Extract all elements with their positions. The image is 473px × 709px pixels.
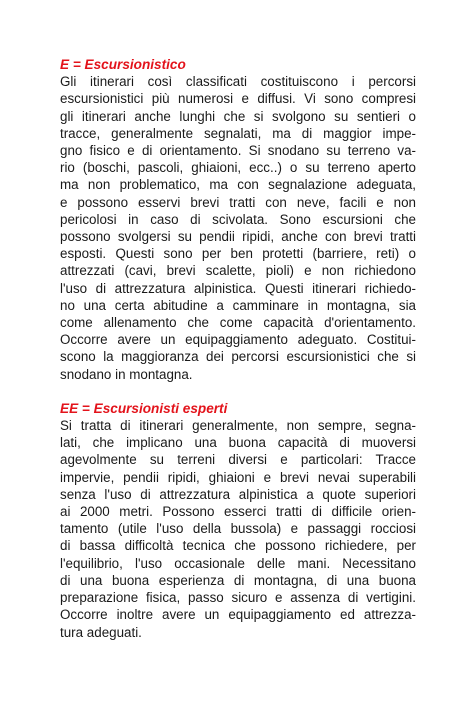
text-line: snodano in montagna. [60,366,193,382]
text-line: no una certa abitudine a camminare in montagna, sia [60,297,416,313]
document-page [60,56,416,641]
text-line: Occorre avere un equipaggiamento adeguato. Costitui- [60,332,416,348]
section-escursionisti-esperti [60,400,416,641]
text-line: lati, che implicano una buona capacità di muoversi [60,435,416,451]
text-line: agevolmente su terreni diversi e particolari: Tracce [60,452,416,468]
text-line: e possono esservi brevi tratti con neve, facili e non [60,194,416,210]
text-line: escursionistici più numerosi e diffusi. Vi sono compresi [60,91,416,107]
text-line: ma non problematico, ma con segnalazione adeguata, [60,177,416,193]
text-line: preparazione fisica, passo sicuro e assenza di vertigini. [60,590,416,606]
section-text-ee [60,417,416,641]
section-title-ee: EE = Escursionisti esperti [60,400,228,416]
text-line: Si tratta di itinerari generalmente, non sempre, segna- [60,418,416,434]
text-line: scono la maggioranza dei percorsi escursionistici che si [60,349,416,365]
text-line: gno fisico e di orientamento. Si snodano su terreno va- [60,143,416,159]
section-escursionistico [60,56,416,383]
text-line: l'equilibrio, l'uso occasionale delle mani. Necessitano [60,555,416,571]
text-line: rio (boschi, pascoli, ghiaioni, ecc..) o su terreno aperto [60,160,416,176]
text-line: gli itinerari anche lunghi che si svolgono su sentieri o [60,108,416,124]
section-text-e [60,73,416,383]
text-line: Gli itinerari così classificati costituiscono i percorsi [60,74,416,90]
text-line: l'uso di attrezzatura alpinistica. Questi itinerari richiedo- [60,280,416,296]
text-line: ai 2000 metri. Possono esserci tratti di difficile orien- [60,504,416,520]
text-line: Occorre inoltre avere un equipaggiamento ed attrezza- [60,607,416,623]
text-line: tamento (utile l'uso della bussola) e passaggi rocciosi [60,521,416,537]
text-line: impervie, pendii ripidi, ghiaioni e brevi nevai superabili [60,469,416,485]
text-line: come allenamento che come capacità d'orientamento. [60,315,416,331]
text-line: esposti. Questi sono per ben protetti (barriere, reti) o [60,246,416,262]
text-line: pericolosi in caso di scivolata. Sono escursioni che [60,211,416,227]
text-line: tracce, generalmente segnalati, ma di maggior impe- [60,125,416,141]
text-line: senza l'uso di attrezzatura alpinistica a quote superiori [60,486,416,502]
text-line: di bassa difficoltà tecnica che possono richiedere, per [60,538,416,554]
text-line: di una buona esperienza di montagna, di una buona [60,572,416,588]
text-line: tura adeguati. [60,624,142,640]
text-line: attrezzati (cavi, brevi scalette, pioli) e non richiedono [60,263,416,279]
section-title-e: E = Escursionistico [60,57,186,72]
text-line: possono svolgersi su pendii ripidi, anche con brevi tratti [60,229,416,245]
